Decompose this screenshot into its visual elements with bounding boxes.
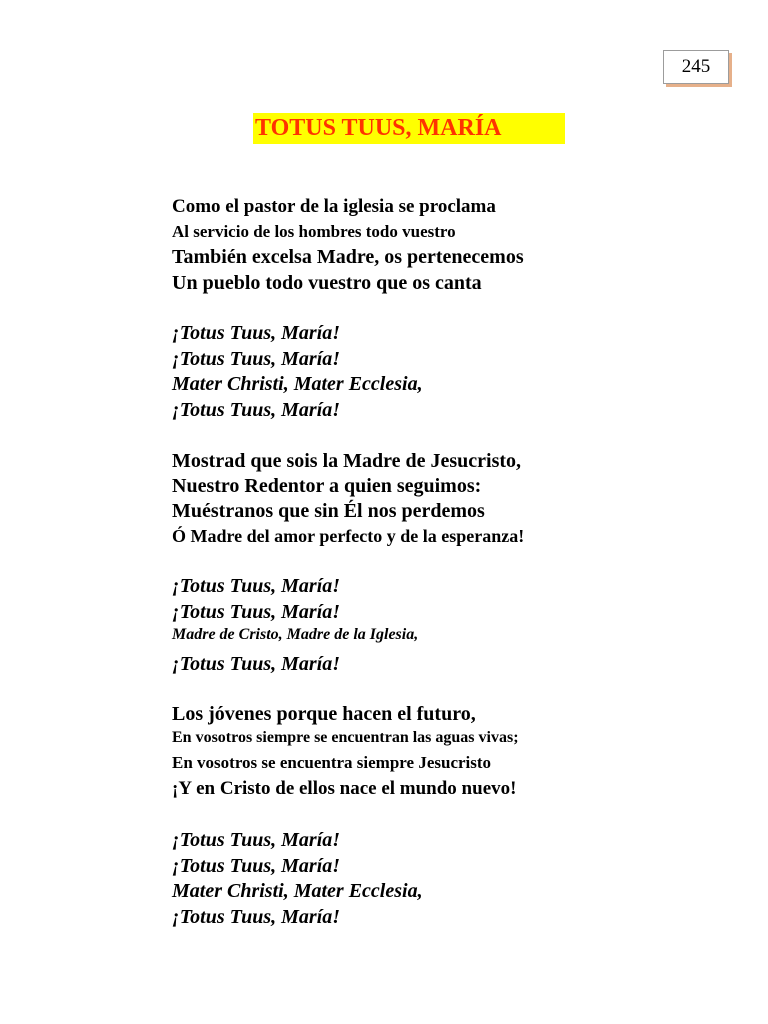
lyric-line: Los jóvenes porque hacen el futuro, [172, 703, 476, 725]
lyric-line: Nuestro Redentor a quien seguimos: [172, 475, 482, 497]
chorus-line: ¡Totus Tuus, María! [172, 601, 341, 623]
chorus-line: ¡Totus Tuus, María! [172, 653, 341, 675]
chorus-line: Mater Christi, Mater Ecclesia, [172, 880, 423, 902]
lyric-line: Un pueblo todo vuestro que os canta [172, 272, 482, 294]
lyric-line: Como el pastor de la iglesia se proclama [172, 196, 496, 217]
lyric-line: ¡Y en Cristo de ellos nace el mundo nuevo! [172, 778, 517, 799]
chorus-line: Madre de Cristo, Madre de la Iglesia, [172, 626, 419, 643]
chorus-line: Mater Christi, Mater Ecclesia, [172, 373, 423, 395]
lyric-line: También excelsa Madre, os pertenecemos [172, 246, 524, 268]
chorus-line: ¡Totus Tuus, María! [172, 348, 341, 370]
chorus-line: ¡Totus Tuus, María! [172, 322, 341, 344]
lyric-line: Ó Madre del amor perfecto y de la esperanza! [172, 526, 525, 546]
song-title: TOTUS TUUS, MARÍA [253, 113, 565, 144]
lyric-line: Al servicio de los hombres todo vuestro [172, 222, 456, 241]
chorus-line: ¡Totus Tuus, María! [172, 855, 341, 877]
page-number: 245 [663, 50, 729, 84]
chorus-line: ¡Totus Tuus, María! [172, 575, 341, 597]
lyric-line: Mostrad que sois la Madre de Jesucristo, [172, 450, 522, 472]
lyric-line: Muéstranos que sin Él nos perdemos [172, 500, 485, 522]
chorus-line: ¡Totus Tuus, María! [172, 906, 341, 928]
lyric-line: En vosotros siempre se encuentran las aguas vivas; [172, 729, 519, 746]
chorus-line: ¡Totus Tuus, María! [172, 829, 341, 851]
chorus-line: ¡Totus Tuus, María! [172, 399, 341, 421]
lyric-line: En vosotros se encuentra siempre Jesucristo [172, 753, 492, 772]
